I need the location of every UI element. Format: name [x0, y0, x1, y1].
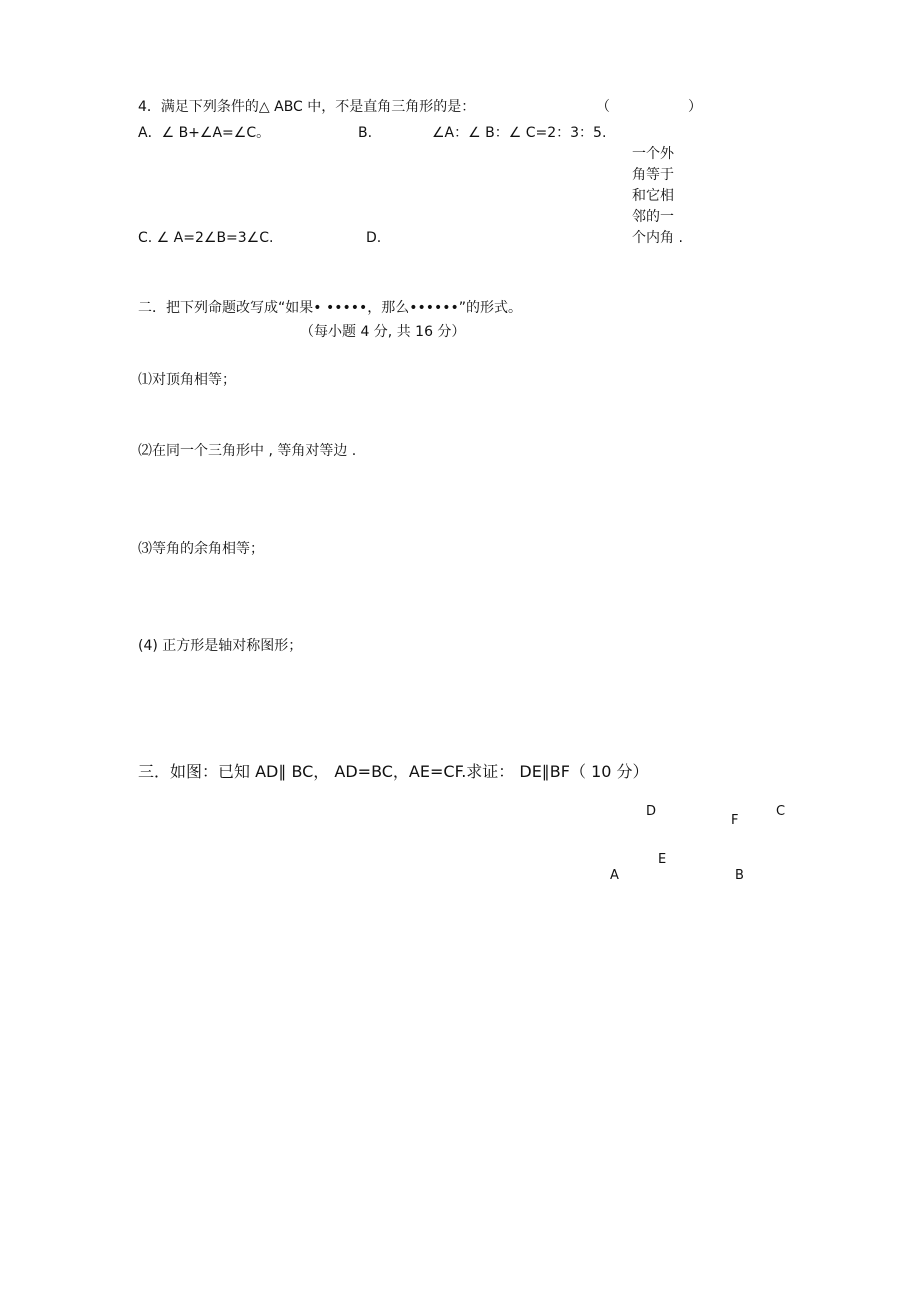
section-2-title: 二．把下列命题改写成“如果• •••••，那么••••••”的形式。: [138, 300, 523, 316]
option-d-line: 一个外: [632, 146, 674, 162]
proposition-2: ⑵在同一个三角形中 , 等角对等边 .: [138, 443, 357, 459]
option-c: C. ∠ A=2∠B=3∠C.: [138, 230, 274, 246]
point-label-d: D: [646, 804, 657, 819]
proposition-3: ⑶等角的余角相等；: [138, 541, 264, 557]
point-label-b: B: [735, 868, 744, 883]
proposition-4: (4) 正方形是轴对称图形；: [138, 638, 303, 654]
option-b-text: ∠A：∠ B：∠ C=2：3：5.: [432, 125, 607, 141]
question-4-stem: 4．满足下列条件的△ ABC 中，不是直角三角形的是：: [138, 99, 476, 115]
answer-bracket-open: （: [596, 99, 610, 115]
option-b-label: B.: [358, 125, 373, 141]
point-label-a: A: [610, 868, 619, 883]
option-a: A．∠ B+∠A=∠C。: [138, 125, 271, 141]
option-d-line: 邻的一: [632, 209, 674, 225]
proposition-1: ⑴对顶角相等；: [138, 372, 236, 388]
point-label-e: E: [658, 852, 667, 867]
option-d-text: [632, 144, 683, 249]
point-label-c: C: [776, 804, 786, 819]
section-3-title: 三．如图：已知 AD∥ BC， AD=BC，AE=CF.求证： DE∥BF（ 10 分）: [138, 762, 649, 781]
point-label-f: F: [731, 813, 739, 828]
option-d-label: D.: [366, 230, 382, 246]
option-d-line: 角等于: [632, 167, 674, 183]
section-2-subtitle: （每小题 4 分, 共 16 分）: [300, 324, 466, 340]
answer-bracket-close: ）: [688, 99, 702, 115]
option-d-line: 个内角 .: [632, 230, 683, 246]
option-d-line: 和它相: [632, 188, 674, 204]
